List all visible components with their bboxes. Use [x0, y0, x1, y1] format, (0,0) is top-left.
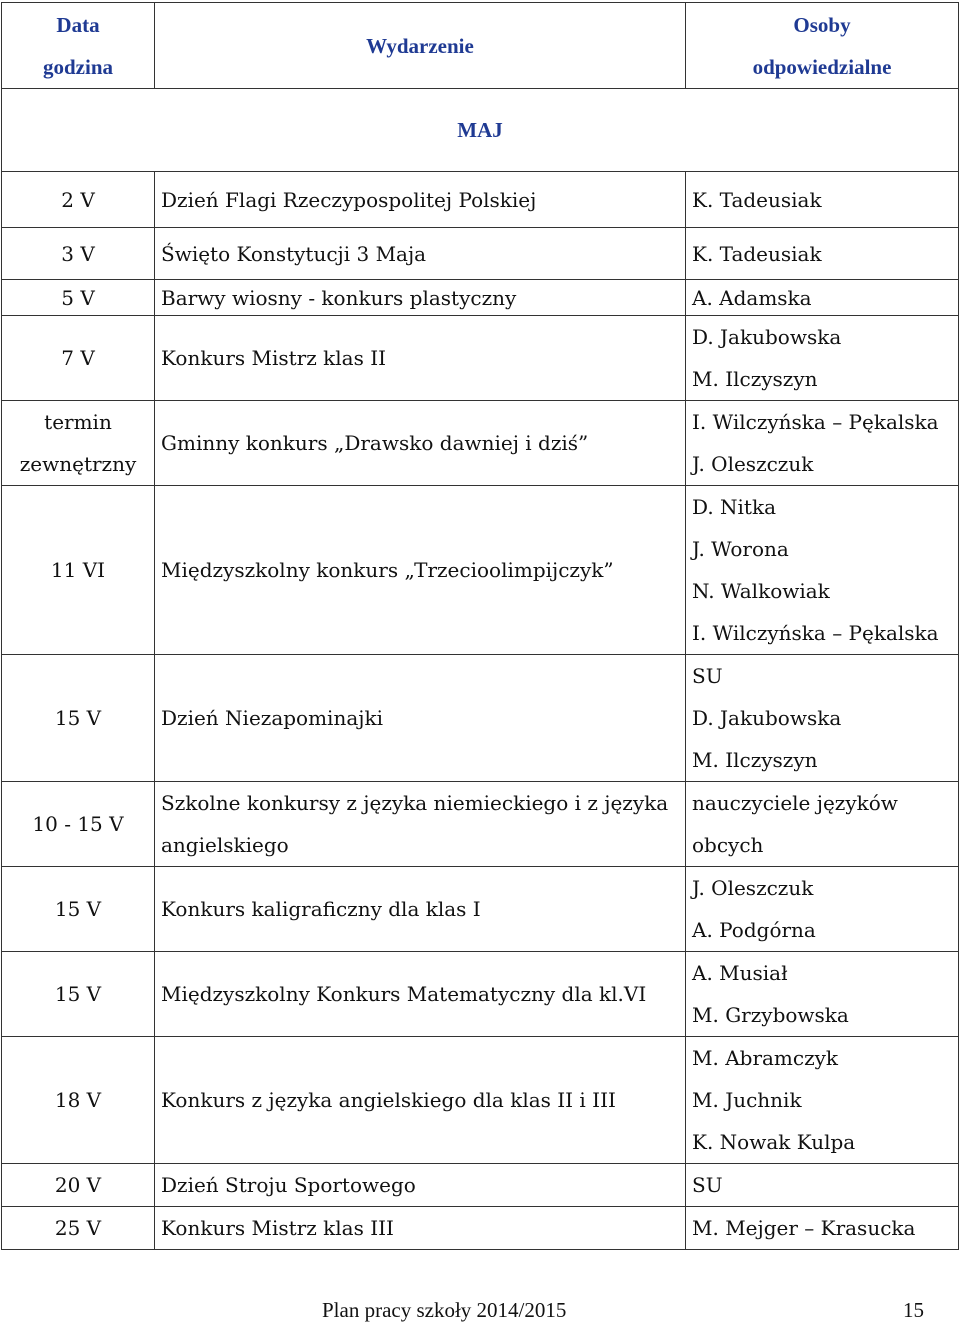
table-row: [2, 280, 959, 316]
table-row: [2, 782, 959, 867]
row-persons: [686, 172, 959, 228]
header-event: [155, 3, 686, 89]
row-date-line: 5 V: [61, 285, 95, 310]
row-event: [155, 782, 686, 867]
row-date-line: 20 V: [54, 1173, 102, 1197]
row-event: [155, 1164, 686, 1207]
row-event: [155, 280, 686, 316]
row-date-line: 7 V: [61, 346, 95, 370]
row-persons-line: K. Nowak Kulpa: [692, 1130, 856, 1154]
table-row: [2, 1037, 959, 1164]
row-persons: [686, 655, 959, 782]
table-header-row: [2, 3, 959, 89]
row-persons-line: K. Tadeusiak: [692, 241, 822, 266]
row-persons-line: I. Wilczyńska – Pękalska: [692, 410, 939, 434]
row-persons-line: SU: [692, 664, 723, 688]
month-row: [2, 89, 959, 172]
row-event-line: Konkurs z języka angielskiego dla klas II i III: [161, 1088, 616, 1112]
row-date: [2, 280, 155, 316]
row-date: [2, 1207, 155, 1250]
row-date-line: 3 V: [61, 241, 95, 266]
table-row: [2, 952, 959, 1037]
table-row: [2, 401, 959, 486]
row-event: [155, 228, 686, 280]
row-persons: [686, 1207, 959, 1250]
row-persons: [686, 1037, 959, 1164]
row-event: [155, 1207, 686, 1250]
row-date: [2, 952, 155, 1037]
row-persons: [686, 280, 959, 316]
row-persons: [686, 867, 959, 952]
table-row: [2, 655, 959, 782]
row-date: [2, 486, 155, 655]
row-date-line: 10 - 15 V: [32, 812, 124, 836]
row-date: [2, 228, 155, 280]
row-persons: [686, 486, 959, 655]
row-persons-line: D. Jakubowska: [692, 325, 842, 349]
row-event: [155, 486, 686, 655]
header-date-line1: Data: [56, 12, 100, 37]
row-event-line: Międzyszkolny konkurs „Trzecioolimpijczyk”: [161, 558, 614, 582]
row-persons-line: D. Nitka: [692, 495, 777, 519]
row-date: [2, 401, 155, 486]
row-event-line: angielskiego: [161, 833, 289, 857]
page-number: 15: [903, 1298, 924, 1322]
row-persons: [686, 228, 959, 280]
footer-title: Plan pracy szkoły 2014/2015: [322, 1298, 567, 1322]
row-persons: [686, 316, 959, 401]
row-persons: [686, 1164, 959, 1207]
row-persons-line: A. Musiał: [692, 961, 788, 985]
row-date-line: 15 V: [54, 897, 102, 921]
row-persons: [686, 401, 959, 486]
month-label: MAJ: [2, 89, 959, 172]
row-persons-line: D. Jakubowska: [692, 706, 842, 730]
row-event-line: Dzień Niezapominajki: [161, 706, 383, 730]
row-persons-line: J. Oleszczuk: [692, 452, 814, 476]
header-event-label: Wydarzenie: [366, 33, 474, 58]
row-event: [155, 316, 686, 401]
row-persons-line: I. Wilczyńska – Pękalska: [692, 621, 939, 645]
header-date: [2, 3, 155, 89]
row-event: [155, 401, 686, 486]
row-persons-line: M. Mejger – Krasucka: [692, 1216, 916, 1240]
header-persons: [686, 3, 959, 89]
row-persons-line: M. Ilczyszyn: [692, 367, 818, 391]
row-persons-line: nauczyciele języków: [692, 791, 898, 815]
row-date: [2, 316, 155, 401]
row-date-line: 15 V: [54, 706, 102, 730]
row-date: [2, 172, 155, 228]
row-event-line: Dzień Stroju Sportowego: [161, 1173, 416, 1197]
table-row: [2, 316, 959, 401]
row-date: [2, 867, 155, 952]
row-event: [155, 1037, 686, 1164]
row-event-line: Szkolne konkursy z języka niemieckiego i z języka: [161, 791, 669, 815]
row-event: [155, 952, 686, 1037]
row-persons-line: SU: [692, 1173, 723, 1197]
table-row: [2, 1164, 959, 1207]
row-date: [2, 782, 155, 867]
row-persons-line: obcych: [692, 833, 764, 857]
row-date-line: zewnętrzny: [19, 452, 137, 476]
row-persons-line: J. Worona: [692, 537, 789, 561]
row-persons-line: J. Oleszczuk: [692, 876, 814, 900]
row-event: [155, 867, 686, 952]
row-date-line: 18 V: [54, 1088, 102, 1112]
row-event-line: Dzień Flagi Rzeczypospolitej Polskiej: [161, 187, 537, 212]
row-event: [155, 172, 686, 228]
row-date-line: termin: [44, 410, 112, 434]
row-persons-line: A. Adamska: [692, 285, 812, 310]
row-persons: [686, 952, 959, 1037]
row-event: [155, 655, 686, 782]
row-persons-line: M. Ilczyszyn: [692, 748, 818, 772]
row-date: [2, 1037, 155, 1164]
row-date-line: 11 VI: [50, 558, 106, 582]
row-persons-line: M. Grzybowska: [692, 1003, 849, 1027]
row-date-line: 25 V: [54, 1216, 102, 1240]
row-persons: [686, 782, 959, 867]
table-row: [2, 172, 959, 228]
row-persons-line: K. Tadeusiak: [692, 187, 822, 212]
header-date-line2: godzina: [42, 54, 113, 79]
row-date: [2, 655, 155, 782]
row-persons-line: A. Podgórna: [692, 918, 816, 942]
row-event-line: Konkurs Mistrz klas III: [161, 1216, 394, 1240]
row-event-line: Konkurs Mistrz klas II: [161, 346, 386, 370]
table-row: [2, 1207, 959, 1250]
row-event-line: Konkurs kaligraficzny dla klas I: [161, 897, 481, 921]
row-event-line: Barwy wiosny - konkurs plastyczny: [161, 285, 517, 310]
header-persons-line2: odpowiedzialne: [752, 54, 892, 79]
row-date-line: 15 V: [54, 982, 102, 1006]
row-date: [2, 1164, 155, 1207]
table-row: [2, 867, 959, 952]
row-event-line: Gminny konkurs „Drawsko dawniej i dziś”: [161, 431, 589, 455]
row-persons-line: M. Juchnik: [692, 1088, 802, 1112]
row-date-line: 2 V: [61, 187, 95, 212]
row-persons-line: M. Abramczyk: [692, 1046, 839, 1070]
row-event-line: Święto Konstytucji 3 Maja: [161, 241, 427, 266]
schedule-table: [1, 2, 959, 1250]
header-persons-line1: Osoby: [793, 12, 851, 37]
page-footer: [0, 1296, 960, 1326]
row-persons-line: N. Walkowiak: [692, 579, 830, 603]
row-event-line: Międzyszkolny Konkurs Matematyczny dla kl.VI: [161, 982, 647, 1006]
table-row: [2, 486, 959, 655]
table-row: [2, 228, 959, 280]
